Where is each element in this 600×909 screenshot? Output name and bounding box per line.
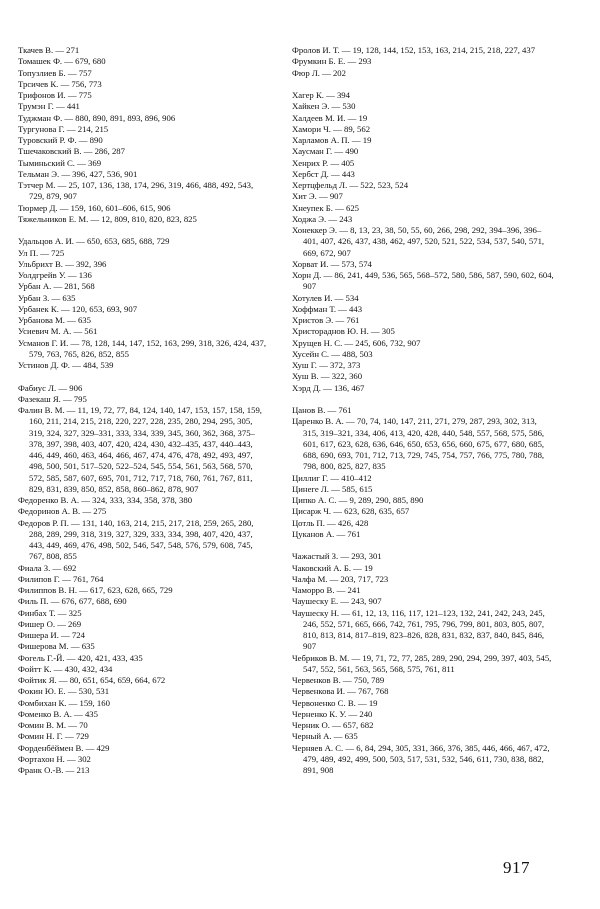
index-entry: Федоров Р. П. — 131, 140, 163, 214, 215, 217, 218, 259, 265, 280, 288, 289, 299, 318, 319, 327, 329, 333, 334, 398, 407, 420, 437, 443, 449, 469, 476, 498, 502, 546, 547, 548, 576, 579, 608, 745, 767, 808, 855 xyxy=(18,517,254,562)
index-entry: Ульбрихт В. — 392, 396 xyxy=(18,258,107,269)
index-entry: Царенко В. А. — 70, 74, 140, 147, 211, 271, 279, 287, 293, 302, 313, 315, 319–321, 334, 406, 413, 420, 428, 440, 548, 557, 568, 575, 586, 601, 617, 623, 628, 636, 646, 650, 653, 656, 660, 675, 677, 680, 685, 688, 690, 693, 701, 712, 713, 729, 745, 754, 757, 766, 775, 780, 788, 798, 800, 825, 827, 835 xyxy=(292,416,545,472)
index-entry: Ходжа Э. — 243 xyxy=(292,213,353,224)
index-entry: Трсичев К. — 756, 773 xyxy=(18,78,102,89)
index-entry: Фогель Г.-Й. — 420, 421, 433, 435 xyxy=(18,652,143,663)
index-entry: Хагер К. — 394 xyxy=(292,90,350,100)
index-entry: Хайкен Э. — 530 xyxy=(292,101,356,112)
index-entry: Фишерова М. — 635 xyxy=(18,641,95,652)
index-entry: Тэтчер М. — 25, 107, 136, 138, 174, 296, 319, 466, 488, 492, 543, 729, 879, 907 xyxy=(18,180,254,202)
index-entry: Фрумкин Б. Е. — 293 xyxy=(292,56,372,67)
index-entry: Трумэн Г. — 441 xyxy=(18,101,80,112)
index-entry: Черник О. — 657, 682 xyxy=(292,720,374,730)
index-entry: Фойтт К. — 430, 432, 434 xyxy=(18,663,113,674)
index-entry: Чажастый З. — 293, 301 xyxy=(292,551,382,562)
section-gap xyxy=(18,225,266,236)
index-entry: Тшечаковский В. — 286, 287 xyxy=(18,146,125,157)
index-entry: Червенков В. — 750, 789 xyxy=(292,675,385,685)
index-entry: Тельман Э. — 396, 427, 536, 901 xyxy=(18,168,138,179)
index-entry: Хнеупек Б. — 625 xyxy=(292,202,360,213)
index-entry: Финбах Т. — 325 xyxy=(18,607,82,618)
index-entry: Хорн Д. — 86, 241, 449, 536, 565, 568–572, 580, 586, 587, 590, 602, 604, 907 xyxy=(292,270,554,292)
index-entry: Чаковский А. Б. — 19 xyxy=(292,562,373,573)
index-entry: Фалин В. М. — 11, 19, 72, 77, 84, 124, 140, 147, 153, 157, 158, 159, 160, 211, 214, 215, 218, 220, 227, 228, 235, 280, 294, 295, 305, 319, 324, 327, 329–331, 333, 334, 339, 345, 360, 362, 368, 375–378, 397, 398, 403, 407, 420, 424, 430, 432–435, 437, 440–443, 446, 449, 460, 463, 464, 466, 467, 474, 476, 478, 492, 493, 497, 498, 500, 501, 517–520, 522–524, 545, 554, 561, 563, 568, 570, 572, 585, 587, 607, 695, 701, 712, 717, 718, 760, 761, 767, 811, 829, 831, 839, 850, 852, 858, 860–862, 878, 907 xyxy=(18,405,262,494)
index-entry: Филиппов В. Н. — 617, 623, 628, 665, 729 xyxy=(18,585,173,595)
index-entry: Федоринов А. В. — 275 xyxy=(18,506,107,517)
index-column-left xyxy=(18,45,266,776)
index-entry: Франк О.-В. — 213 xyxy=(18,765,90,775)
index-entry: Устинов Д. Ф. — 484, 539 xyxy=(18,360,114,370)
index-entry: Черняев А. С. — 6, 84, 294, 305, 331, 366, 376, 385, 446, 466, 467, 472, 479, 489, 492, 499, 500, 503, 517, 531, 532, 546, 611, 730, 838, 882, 891, 908 xyxy=(292,742,550,775)
index-entry: Хуш В. — 322, 360 xyxy=(292,371,363,382)
index-entry: Уолдгрейв У. — 136 xyxy=(18,270,92,280)
index-entry: Хотулев И. — 534 xyxy=(292,292,359,303)
index-entry: Цинеге Л. — 585, 615 xyxy=(292,483,373,494)
index-entry: Хенрих Р. — 405 xyxy=(292,157,355,168)
index-entry: Хамори Ч. — 89, 562 xyxy=(292,123,371,134)
index-entry: Форденбёймен В. — 429 xyxy=(18,742,110,753)
index-entry: Фоменко В. А. — 435 xyxy=(18,708,98,719)
index-entry: Хербст Д. — 443 xyxy=(292,168,355,179)
index-entry: Усиевич М. А. — 561 xyxy=(18,326,98,337)
index-entry: Хорват И. — 573, 574 xyxy=(292,258,372,269)
index-entry: Черненко К. У. — 240 xyxy=(292,708,373,719)
index-entry: Ципко А. С. — 9, 289, 290, 885, 890 xyxy=(292,495,424,505)
index-entry: Цуканов А. — 761 xyxy=(292,528,361,539)
index-entry: Хоффман Т. — 443 xyxy=(292,303,363,314)
index-entry: Чаушеску Н. — 61, 12, 13, 116, 117, 121–123, 132, 241, 242, 243, 245, 246, 552, 571, 665, 666, 742, 761, 795, 796, 799, 801, 803, 805, 807, 810, 813, 814, 817–819, 823–826, 828, 831, 832, 837, 840, 845, 846, 907 xyxy=(292,607,545,652)
index-entry: Фролов И. Т. — 19, 128, 144, 152, 153, 163, 214, 215, 218, 227, 437 xyxy=(292,45,536,55)
index-entry: Трифонов И. — 775 xyxy=(18,90,92,100)
index-entry: Халдеев М. И. — 19 xyxy=(292,112,368,123)
index-entry: Урбанова М. — 635 xyxy=(18,315,91,325)
index-entry: Удальцов А. И. — 650, 653, 685, 688, 729 xyxy=(18,236,170,247)
section-gap xyxy=(292,394,554,405)
index-entry: Чалфа М. — 203, 717, 723 xyxy=(292,573,389,584)
index-entry: Тюрмер Д. — 159, 160, 601–606, 615, 906 xyxy=(18,202,171,213)
index-entry: Христов Э. — 761 xyxy=(292,315,360,325)
index-entry: Харламов А. П. — 19 xyxy=(292,135,372,145)
index-entry: Урбан А. — 281, 568 xyxy=(18,281,95,292)
index-entry: Циллиг Г. — 410–412 xyxy=(292,472,372,483)
index-entry: Хуш Г. — 372, 373 xyxy=(292,360,361,370)
section-gap xyxy=(292,540,554,551)
index-entry: Хрущев Н. С. — 245, 606, 732, 907 xyxy=(292,337,421,348)
index-entry: Тяжельников Е. М. — 12, 809, 810, 820, 823, 825 xyxy=(18,213,197,224)
index-entry: Чаушеску Е. — 243, 907 xyxy=(292,596,382,607)
index-entry: Хэрд Д. — 136, 467 xyxy=(292,382,365,393)
index-entry: Топузлиев Б. — 757 xyxy=(18,67,92,78)
index-entry: Фомбихан К. — 159, 160 xyxy=(18,697,110,708)
index-entry: Хусейн С. — 488, 503 xyxy=(292,348,373,359)
index-entry: Федоренко В. А. — 324, 333, 334, 358, 378, 380 xyxy=(18,495,193,505)
index-entry: Туджман Ф. — 880, 890, 891, 893, 896, 906 xyxy=(18,112,176,123)
index-entry: Фортахон Н. — 302 xyxy=(18,753,91,764)
page-number: 917 xyxy=(503,858,530,877)
index-entry: Урбанек К. — 120, 653, 693, 907 xyxy=(18,303,138,314)
index-entry: Филипов Г. — 761, 764 xyxy=(18,573,104,584)
section-gap xyxy=(292,79,554,90)
index-entry: Фабиус Л. — 906 xyxy=(18,382,83,393)
index-entry: Цотль П. — 426, 428 xyxy=(292,517,369,528)
index-entry: Хаусман Г. — 490 xyxy=(292,146,359,157)
index-entry: Фишера И. — 724 xyxy=(18,630,85,640)
index-entry: Филь П. — 676, 677, 688, 690 xyxy=(18,596,127,607)
index-entry: Цисарж Ч. — 623, 628, 635, 657 xyxy=(292,506,410,517)
index-entry: Урбан З. — 635 xyxy=(18,292,76,303)
index-column-right xyxy=(292,45,554,776)
index-entry: Туровский Р. Ф. — 890 xyxy=(18,135,103,145)
index-entry: Ул П. — 725 xyxy=(18,247,65,258)
index-entry: Усманов Г. И. — 78, 128, 144, 147, 152, 163, 299, 318, 326, 424, 437, 579, 763, 765, 826, 852, 855 xyxy=(18,337,266,359)
index-entry: Чебриков В. М. — 19, 71, 72, 77, 285, 289, 290, 294, 299, 397, 403, 545, 547, 552, 561, 563, 565, 568, 575, 761, 811 xyxy=(292,652,552,674)
index-entry: Хонеккер Э. — 8, 13, 23, 38, 50, 55, 60, 266, 298, 292, 394–396, 396–401, 407, 426, 437, 438, 462, 497, 520, 521, 522, 534, 537, 540, 571, 669, 672, 907 xyxy=(292,225,545,258)
index-entry: Фишер О. — 269 xyxy=(18,618,82,629)
index-entry: Червоненко С. В. — 19 xyxy=(292,697,378,708)
index-entry: Христораднов Ю. Н. — 305 xyxy=(292,326,395,337)
index-entry: Фиала З. — 692 xyxy=(18,562,77,573)
index-entry: Хит Э. — 907 xyxy=(292,191,343,202)
section-gap xyxy=(18,371,266,382)
index-entry: Цанов В. — 761 xyxy=(292,405,352,415)
index-entry: Томашек Ф. — 679, 680 xyxy=(18,56,106,67)
index-entry: Фомин Н. Г. — 729 xyxy=(18,731,89,742)
index-entry: Тыминьский С. — 369 xyxy=(18,157,102,168)
index-entry: Чаморро В. — 241 xyxy=(292,585,361,595)
index-entry: Червенкова И. — 767, 768 xyxy=(292,686,389,697)
index-entry: Тургунова Г. — 214, 215 xyxy=(18,123,109,134)
index-entry: Хертцфельд Л. — 522, 523, 524 xyxy=(292,180,409,190)
index-entry: Ткачев В. — 271 xyxy=(18,45,80,55)
index-entry: Фойтик Я. — 80, 651, 654, 659, 664, 672 xyxy=(18,675,166,685)
index-entry: Фокин Ю. Е. — 530, 531 xyxy=(18,686,110,697)
index-entry: Фюр Л. — 202 xyxy=(292,67,346,78)
index-entry: Черный А. — 635 xyxy=(292,731,358,742)
index-entry: Фомин В. М. — 70 xyxy=(18,720,88,730)
index-entry: Фазекаш Я. — 795 xyxy=(18,393,87,404)
